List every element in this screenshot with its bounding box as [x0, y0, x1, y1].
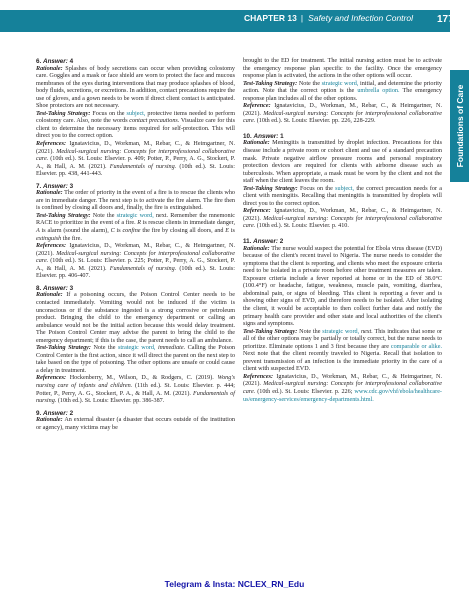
q10-strategy: Test-Taking Strategy: Focus on the subject, the correct precaution needs for a client with meningitis. Recalling that meningitis is transmitted by droplets will direct you to the correct option.: [243, 185, 443, 207]
page-number: 177: [437, 14, 454, 25]
left-column: [36, 58, 235, 432]
q7-rationale: Rationale: The order of priority in the event of a fire is to rescue the clients who are in immediate danger. The next step is to activate the fire alarm. The fire then is confined by closing all doors and, finally, the fire is extinguished.: [36, 190, 235, 212]
right-column: [243, 58, 442, 404]
footer-watermark: Telegram & Insta: NCLEX_RN_Edu: [164, 579, 305, 589]
q10-reference: Reference: Ignatavicius, D., Workman, M., Rebar, C., & Heimgartner, N. (2021). Medical-surgical nursing: Concepts for interprofessional collaborative care. (10th ed.). St. Louis: Elsevier. p. 410.: [243, 208, 442, 230]
q9-strategy: Test-Taking Strategy: Note the strategic word, initial, and determine the priority action. Note that the correct option is the umbrella option. The emergency response plan includes all of the other options.: [243, 80, 443, 102]
q10-heading: 10. Answer: 1: [243, 132, 284, 140]
q7-references: References: Ignatavicius, D., Workman, M., Rebar, C., & Heimgartner, N. (2021). Medical-surgical nursing: Concepts for interprofessional collaborative care. (10th ed.). St. Louis: Elsevier. p. 225; Potter, P., Perry, A. G., Stockert, P. A., & Hall, A. M. (2021). Fundamentals of nursing. (10th ed.). St. Louis: Elsevier. pp. 406-407.: [36, 243, 235, 280]
chapter-title: Safety and Infection Control: [308, 13, 413, 23]
q11-references: References: Ignatavicius, D., Workman, M., Rebar, C., & Heimgartner, N. (2021). Medical-surgical nursing: Concepts for interprofessional collaborative care. (10th ed.). St. Louis: Elsevier. p. 226; www.cdc.gov/vhf/ebola/healthcare-us/emergency-services/emergency-departments.html.: [243, 373, 442, 403]
q8-rationale: Rationale: If a poisoning occurs, the Poison Control Center needs to be contacted immediately. Vomiting would not be induced if the victim is unconscious or if the substance ingested is a strong corrosive or petroleum product. Bringing the child to the emergency department or calling an ambulance would not be the initial action because this would delay treatment. The Poison Control Center may advise the parent to bring the child to the emergency department; if this is the case, the parent needs to call an ambulance.: [36, 292, 235, 344]
chapter-label: CHAPTER 13: [243, 13, 297, 23]
q9-rationale-continued: brought to the ED for treatment. The initial nursing action must be to activate the emergency response plan specific to the facility. Once the emergency response plan is activated, the actions in the other options will occur.: [243, 58, 442, 80]
q6-rationale: Rationale: Splashes of body secretions can occur when providing colostomy care. Goggles and a mask or face shield are worn to protect the face and mucous membranes of the eyes during interventions that may produce splashes of blood, body fluids, secretions, or excretions. In addition, contact precautions require the use of gloves, and a gown needs to be worn if direct client contact is anticipated. Shoe protectors are not necessary.: [36, 65, 235, 110]
q6-references: References: Ignatavicius, D., Workman, M., Rebar, C., & Heimgartner, N. (2021). Medical-surgical nursing: Concepts for interprofessional collaborative care. (10th ed.). St. Louis: Elsevier. p. 409; Potter, P., Perry, A. G., Stockert, P. A., & Hall, A. M. (2021). Fundamentals of nursing. (10th ed.). St. Louis: Elsevier. pp. 438, 441-443.: [36, 141, 235, 178]
side-tab-label: Foundations of Care: [454, 84, 465, 168]
reference-url-link[interactable]: www.cdc.gov/vhf/ebola/healthcare-us/emergency-services/emergency-departments.html.: [243, 388, 442, 403]
q6-strategy: Test-Taking Strategy: Focus on the subject, protective items needed to perform colostomy care. Also, note the words contact precautions. Visualize care for this client to determine the necessary items required for self-protection. This will direct you to the correct option.: [36, 110, 235, 140]
q11-heading: 11. Answer: 2: [243, 238, 284, 246]
q8-references: References: Hockenberry, M., Wilson, D., & Rodgers, C. (2019). Wong's nursing care of infants and children. (11th ed.). St. Louis: Elsevier. p. 444; Potter, P., Perry, A. G., Stockert, P. A., & Hall, A. M. (2021). Fundamentals of nursing. (10th ed.). St. Louis: Elsevier. pp. 386-387.: [36, 375, 236, 405]
header-separator: |: [300, 13, 304, 23]
q7-strategy: Test-Taking Strategy: Note the strategic word, next. Remember the mnemonic RACE to prioritize in the event of a fire. R is rescue clients in immediate danger, A is alarm (sound the alarm), C is confine the fire by closing all doors, and E is extinguish the fire.: [36, 212, 235, 242]
q9-heading: 9. Answer: 2: [36, 409, 74, 417]
q6-heading: 6. Answer: 4: [36, 58, 74, 65]
running-header: [244, 13, 413, 23]
q11-strategy: Test-Taking Strategy: Note the strategic word, next. This indicates that some or all of the other options may be partially or totally correct, but the nurse needs to prioritize. Eliminate options 1 and 3 first because they are comparable or alike. Next note that the client recently traveled to Nigeria. Recall that isolation to prevent transmission of an infection is the immediate priority in the care of a client with suspected EVD.: [243, 328, 442, 373]
q9-reference: Reference: Ignatavicius, D., Workman, M., Rebar, C., & Heimgartner, N. (2021). Medical-surgical nursing: Concepts for interprofessional collaborative care. (10th ed.). St. Louis: Elsevier. pp. 226, 228-229.: [243, 103, 442, 125]
q11-rationale: Rationale: The nurse would suspect the potential for Ebola virus disease (EVD) because of the client's recent travel to Nigeria. The nurse needs to consider the symptoms that the client is reporting, and clients who meet the exposure criteria need to be isolated in a private room before other treatment measures are taken. Exposure criteria include a fever reported at home or in the ED of 38.0°C (100.4°F) or headache, fatigue, weakness, muscle pain, vomiting, diarrhea, abdominal pain, or signs of bleeding. This client is reporting a fever and is showing other signs of EVD, and therefore needs to be isolated. After isolating the client, it would be acceptable to then collect further data and notify the primary health care provider and other state and local authorities of the client's signs and symptoms.: [243, 245, 442, 328]
q8-heading: 8. Answer: 3: [36, 284, 74, 292]
q8-strategy: Test-Taking Strategy: Note the strategic word, immediate. Calling the Poison Control Center is the first action, since it will direct the parent on the next step to take based on the type of poisoning. The other options are unsafe or could cause a delay in treatment.: [36, 345, 236, 374]
q10-rationale: Rationale: Meningitis is transmitted by droplet infection. Precautions for this disease include a private room or cohort client and use of a standard precaution mask. Private negative airflow pressure rooms and personal respiratory protection devices are required for clients with airborne disease such as tuberculosis. When appropriate, a mask must be worn by the client and not the staff when the client leaves the room.: [243, 140, 442, 185]
q7-heading: 7. Answer: 3: [36, 182, 74, 190]
section-side-tab: [450, 70, 469, 182]
q9-rationale: Rationale: An external disaster (a disaster that occurs outside of the institution or agency), many victims may be: [36, 417, 235, 431]
